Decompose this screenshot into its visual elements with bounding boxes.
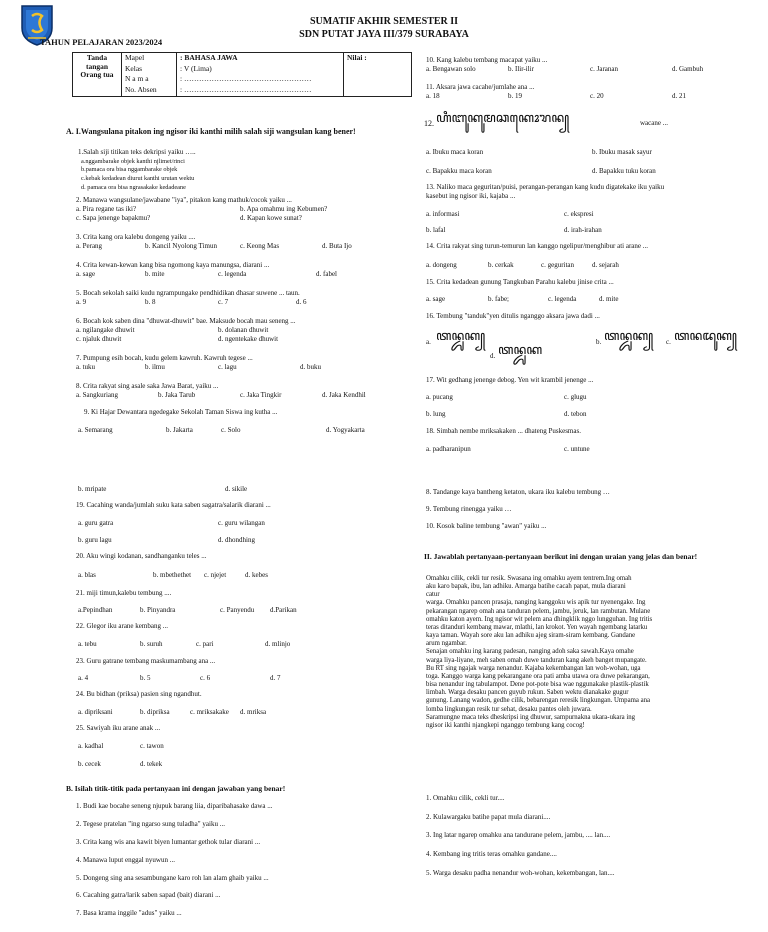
question-9: 9. Ki Hajar Dewantara ngedegake Sekolah Taman Siswa ing kutha ... xyxy=(84,408,278,416)
option-20a: a. blas xyxy=(78,571,96,579)
option-10b: b. Ilir-ilir xyxy=(508,65,534,73)
option-21d: d.Parikan xyxy=(270,606,297,614)
question-4: 4. Crita kewan-kewan kang bisa ngomong kaya manungsa, diarani ... xyxy=(76,261,270,269)
option-20b: b. mbethethet xyxy=(153,571,192,579)
option-21c: c. Panyendu xyxy=(220,606,255,614)
option-19b: b. guru lagu xyxy=(78,536,112,544)
option-16c-javanese: ꦠꦤꦢꦸꦏ꧀ xyxy=(674,329,738,344)
option-17a: a. pucang xyxy=(426,393,453,401)
option-3c: c. Keong Mas xyxy=(240,242,280,250)
option-2b: b. Apa omahmu ing Kebumen? xyxy=(240,205,328,213)
option-9a: a. Semarang xyxy=(78,426,113,434)
option-21b: b. Pinyandra xyxy=(140,606,176,614)
question-10: 10. Kang kalebu tembang macapat yaiku ... xyxy=(426,56,548,64)
option-19a: a. guru gatra xyxy=(78,519,114,527)
option-2c: c. Sapa jenenge bapakmu? xyxy=(76,214,151,222)
option-23b: b. 5 xyxy=(140,674,151,682)
question-20: 20. Aku wingi kodanan, sandhanganku teles ... xyxy=(76,552,207,560)
option-16d-label: d. xyxy=(490,352,496,360)
option-16b-label: b. xyxy=(596,338,602,346)
label-kelas: Kelas xyxy=(122,64,177,75)
option-24d: d. mriksa xyxy=(240,708,267,716)
exam-title: SUMATIF AKHIR SEMESTER II xyxy=(309,16,459,27)
option-4c: c. legenda xyxy=(218,270,247,278)
option-17b: b. lung xyxy=(426,410,446,418)
option-1b: b.pamaca ora bisa nggambarake objek xyxy=(81,166,178,173)
essay-question-4: 4. Kembang ing tritis teras omahku gandane.... xyxy=(426,850,557,858)
option-11d: d. 21 xyxy=(672,92,686,100)
question-5: 5. Bocah sekolah saiki kudu ngrampungake pendhidikan dhasar suwene ... taun. xyxy=(76,289,300,297)
question-11: 11. Aksara jawa cacahe/jumlahe ana ... xyxy=(426,83,535,91)
option-16a-label: a. xyxy=(426,338,431,346)
option-22d: d. mlinjo xyxy=(265,640,291,648)
option-24a: a. dipriksani xyxy=(78,708,113,716)
label-mapel: Mapel xyxy=(122,53,177,64)
option-11b: b. 19 xyxy=(508,92,522,100)
option-5a: a. 9 xyxy=(76,298,87,306)
option-25c: c. tawon xyxy=(140,742,164,750)
fill-question-5: 5. Dongeng sing ana sesambungane karo roh lan alam ghaib yaiku ... xyxy=(76,874,269,882)
question-12-number: 12. xyxy=(424,119,434,128)
option-14c: c. geguritan xyxy=(541,261,575,269)
option-18b: b. mripate xyxy=(78,485,107,493)
option-22b: b. suruh xyxy=(140,640,163,648)
option-16b-javanese: ꦠꦤ꧀ꦢꦸꦏ꧀ xyxy=(604,329,654,344)
option-12d: d. Bapakku tuku koran xyxy=(592,167,656,175)
passage-line: Senajan omahku ing karang padesan, nanging adoh saka sawah.Kaya omahe xyxy=(426,648,634,656)
question-17: 17. Wit gedhang jenenge debog. Yen wit krambil jenenge ... xyxy=(426,376,594,384)
question-12-javanese-text: ꦲꦶꦧꦸꦏꦸꦩꦕꦏꦺꦴꦫꦤ꧀ xyxy=(436,111,570,126)
option-1a: a.nggambarake objek kanthi njlimet/rinci xyxy=(81,158,185,165)
option-13d: d. irah-irahan xyxy=(564,226,602,234)
passage-line: kaya taman. Wayah sore aku lan adhiku ajeg siram-siram kembang. Gandane xyxy=(426,632,636,640)
question-7: 7. Pumpung esih bocah, kudu gelem kawruh. Kawruh tegese ... xyxy=(76,354,253,362)
fill-question-3: 3. Crita kang wis ana kawit biyen lumantar gethok tular diarani ... xyxy=(76,838,261,846)
value-kelas: : V (Lima) xyxy=(177,64,344,75)
option-6d: d. ngentekake dhuwit xyxy=(218,335,279,343)
question-18: 18. Simbah nembe mriksakaken ... dhateng Puskesmas. xyxy=(426,427,581,435)
question-16: 16. Tembung "tanduk"yen ditulis nganggo aksara jawa dadi ... xyxy=(426,312,600,320)
parent-signature-cell: Tanda tangan Orang tua xyxy=(73,53,122,97)
question-22: 22. Glegor iku arane kembang ... xyxy=(76,622,168,630)
option-13a: a. informasi xyxy=(426,210,460,218)
value-absen: : …………………………………………… xyxy=(177,85,344,96)
option-5c: c. 7 xyxy=(218,298,229,306)
option-14b: b. cerkak xyxy=(488,261,514,269)
option-22a: a. tebu xyxy=(78,640,97,648)
question-3: 3. Crita kang ora kalebu dongeng yaiku .... xyxy=(76,233,196,241)
option-12b: b. Ibuku masak sayur xyxy=(592,148,652,156)
option-16c-label: c. xyxy=(666,338,671,346)
option-18a: a. padharanipun xyxy=(426,445,471,453)
option-18c: c. untune xyxy=(564,445,590,453)
option-25d: d. tekek xyxy=(140,760,163,768)
option-19d: d. dhondhing xyxy=(218,536,255,544)
option-1c: c.kebak kedadean diurut kanthi urutan wektu xyxy=(81,175,195,182)
question-2: 2. Manawa wangsulane/jawabane "iya", pitakon kang mathuk/cocok yaiku ... xyxy=(76,196,292,204)
question-6: 6. Bocah kok saben dina "dhuwat-dhuwit" bae. Maksude bocah mau seneng ... xyxy=(76,317,296,325)
option-24c: c. mriksakake xyxy=(190,708,229,716)
option-25a: a. kadhal xyxy=(78,742,104,750)
option-5b: b. 8 xyxy=(145,298,156,306)
passage-line: omahku katon ayem. Ing ngisor wit pelem ana dhingklik nggo lungguhan. Ing tritis xyxy=(426,615,653,623)
passage-line: warga liya-liyane, meh saben omah duwe tanduran kang akeh banget mupangate. xyxy=(426,656,647,664)
option-3a: a. Perang xyxy=(76,242,103,250)
fill-question-9: 9. Tembung rinengga yaiku … xyxy=(426,505,512,513)
option-15a: a. sage xyxy=(426,295,446,303)
option-9c: c. Solo xyxy=(221,426,241,434)
option-7c: c. lagu xyxy=(218,363,237,371)
fill-question-2: 2. Tegese pratelan "ing ngarso sung tuladha" yaiku ... xyxy=(76,820,225,828)
passage-line: aku karo bapak, ibu, lan adhiku. Amarga batihe cacah papat, mula diarani xyxy=(426,583,626,591)
passage-line: gunung. Lanang wadon, gedhe cilik, bebarengan reresik lingkungan. Umpama ana xyxy=(426,697,651,705)
option-7d: d. buku xyxy=(300,363,321,371)
option-3b: b. Kancil Nyolong Timun xyxy=(145,242,217,250)
option-13c: c. ekspresi xyxy=(564,210,594,218)
question-8: 8. Crita rakyat sing asale saka Jawa Barat, yaiku ... xyxy=(76,382,219,390)
passage-line: toga. Kanggo warga kang pekarangane ora pati amba utawa ora duwe pekarangan, xyxy=(426,672,650,680)
option-18d: d. sikile xyxy=(225,485,248,493)
option-10a: a. Bengawan solo xyxy=(426,65,476,73)
section-c-heading: II. Jawablah pertanyaan-pertanyaan berikut ini dengan uraian yang jelas dan benar! xyxy=(424,552,698,561)
section-a-heading: A. I.Wangsulana pitakon ing ngisor iki kanthi milih salah siji wangsulan kang bener! xyxy=(66,127,356,136)
question-12-prompt: wacane ... xyxy=(640,119,668,127)
option-9d: d. Yogyakarta xyxy=(326,426,365,434)
option-4a: a. sage xyxy=(76,270,96,278)
option-6b: b. dolanan dhuwit xyxy=(218,326,269,334)
option-7b: b. ilmu xyxy=(145,363,165,371)
essay-question-3: 3. Ing latar ngarep omahku ana tandurane pelem, jambu, .... lan.... xyxy=(426,831,611,839)
option-14d: d. sejarah xyxy=(592,261,619,269)
option-5d: d. 6 xyxy=(296,298,307,306)
value-mapel: : BAHASA JAWA xyxy=(177,53,344,64)
option-7a: a. tuku xyxy=(76,363,96,371)
option-10d: d. Gambuh xyxy=(672,65,704,73)
essay-question-1: 1. Omahku cilik, cekli tur.... xyxy=(426,794,505,802)
question-14: 14. Crita rakyat sing turun-temurun lan kanggo ngelipur/menghibur ati arane ... xyxy=(426,242,648,250)
option-6a: a. ngilangake dhuwit xyxy=(76,326,135,334)
option-9b: b. Jakarta xyxy=(166,426,193,434)
question-25: 25. Sawiyah iku arane anak ... xyxy=(76,724,161,732)
option-23d: d. 7 xyxy=(270,674,281,682)
question-13: 13. Naliko maca geguritan/puisi, perangan-perangan kang kudu digatekake iku yaiku xyxy=(426,183,665,191)
passage-line: lomba lingkungan resik tur sehat, desaku pantes oleh juwara. xyxy=(426,705,592,713)
option-8d: d. Jaka Kendhil xyxy=(322,391,366,399)
fill-question-7: 7. Basa krama inggile "adus" yaiku ... xyxy=(76,909,182,917)
passage-line: bisa nenandur ing tabulampot. Dene pot-pote bisa wae nggunakake plastik-plastik xyxy=(426,681,649,689)
score-cell: Nilai : xyxy=(344,53,412,97)
option-20d: d. kebes xyxy=(245,571,268,579)
option-12c: c. Bapakku maca koran xyxy=(426,167,492,175)
option-15d: d. mite xyxy=(599,295,619,303)
label-nama: N a m a xyxy=(122,74,177,85)
passage-line: Bu RT sing ngajak warga nenandur. Kajaba kekembangan lan woh-wohan, uga xyxy=(426,664,641,672)
label-absen: No. Absen xyxy=(122,85,177,96)
fill-question-4: 4. Manawa luput enggal nyuwun ... xyxy=(76,856,175,864)
option-13b: b. lafal xyxy=(426,226,446,234)
option-22c: c. pari xyxy=(196,640,214,648)
option-16d-javanese: ꦠꦤ꧀ꦢꦸꦏ xyxy=(498,343,543,358)
option-17c: c. glugu xyxy=(564,393,587,401)
option-1d: d. pamaca ora bisa ngrasakake kedadeane xyxy=(81,184,186,191)
passage-line: ngisor iki kanthi njangkepi nganggo tembung kang cocog! xyxy=(426,721,585,729)
fill-question-8: 8. Tandange kaya bantheng ketaton, ukara iku kalebu tembung … xyxy=(426,488,610,496)
passage-line: arum ngambar. xyxy=(426,640,467,648)
passage-line: teras ditanduri kembang mawar, mlathi, lan krokot. Yen wayah ngembang latarku xyxy=(426,623,648,631)
option-12a: a. Ibuku maca koran xyxy=(426,148,484,156)
option-15b: b. fabe; xyxy=(488,295,509,303)
option-15c: c. legenda xyxy=(548,295,577,303)
option-8c: c. Jaka Tingkir xyxy=(240,391,282,399)
option-11a: a. 18 xyxy=(426,92,440,100)
option-4d: d. fabel xyxy=(316,270,337,278)
option-14a: a. dongeng xyxy=(426,261,457,269)
option-2a: a. Pira regane tas iki? xyxy=(76,205,137,213)
question-23: 23. Guru gatrane tembang maskumambang ana ... xyxy=(76,657,216,665)
question-21: 21. miji timun,kalebu tembung .... xyxy=(76,589,172,597)
question-1: 1.Salah siji titikan teks dekripsi yaiku ….. xyxy=(78,148,196,156)
option-20c: c. njejet xyxy=(204,571,227,579)
academic-year: TAHUN PELAJARAN 2023/2024 xyxy=(40,37,163,47)
passage-line: limbah. Warga desaku pancen guyub rukun. Saben wektu dianakake gugur xyxy=(426,689,629,697)
option-11c: c. 20 xyxy=(590,92,604,100)
passage-line: warga. Omahku pancen prasaja, nanging kanggoku wis apik tur nyenengake. Ing xyxy=(426,599,646,607)
essay-question-5: 5. Warga desaku padha nenandur woh-wohan, kekembangan, lan.... xyxy=(426,869,615,877)
fill-question-6: 6. Cacahing gatra/larik saben sapad (bait) diarani ... xyxy=(76,891,221,899)
passage-line: Omahku cilik, cekli tur resik. Swasana ing omahku ayem tentrem.Ing omah xyxy=(426,575,632,582)
essay-question-2: 2. Kulawargaku batihe papat mula diarani.... xyxy=(426,813,551,821)
option-16a-javanese: ꦠꦤ꧀ꦢꦸꦏ꧀ xyxy=(436,329,486,344)
passage-line: catur xyxy=(426,591,440,599)
option-6c: c. njaluk dhuwit xyxy=(76,335,122,343)
section-b-heading: B. Isilah titik-titik pada pertanyaan ini dengan jawaban yang benar! xyxy=(66,784,286,793)
option-21a: a.Pepindhan xyxy=(78,606,113,614)
fill-question-1: 1. Budi kae bocahe seneng njupuk barang liia, diparibahasake dawa ... xyxy=(76,802,273,810)
option-23c: c. 6 xyxy=(200,674,211,682)
question-13-cont: kasebut ing ngisor iki, kajaba ... xyxy=(426,192,516,200)
passage-line: Saramungne maca teks dheskripsi ing dhuwur, sampurnakna ukara-ukara ing xyxy=(426,713,636,721)
option-10c: c. Jaranan xyxy=(590,65,618,73)
student-info-table xyxy=(72,52,412,97)
option-2d: d. Kapan kowe sunat? xyxy=(240,214,302,222)
option-8b: b. Jaka Tarub xyxy=(158,391,196,399)
question-15: 15. Crita kedadean gunung Tangkuban Parahu kalebu jinise crita ... xyxy=(426,278,614,286)
school-name: SDN PUTAT JAYA III/379 SURABAYA xyxy=(299,29,469,40)
question-19: 19. Cacahing wanda/jumlah suku kata saben sagatra/salarik diarani ... xyxy=(76,501,271,509)
passage-line: pekarangan ngarep omah ana tanduran pelem, jambu, jeruk, lan rambutan. Mulane xyxy=(426,607,651,615)
option-25b: b. cecek xyxy=(78,760,101,768)
value-nama: : …………………………………………… xyxy=(177,74,344,85)
option-23a: a. 4 xyxy=(78,674,89,682)
option-24b: b. dipriksa xyxy=(140,708,170,716)
option-17d: d. tebon xyxy=(564,410,587,418)
reading-passage xyxy=(426,575,744,730)
fill-question-10: 10. Kosok baline tembung "awan" yaiku ... xyxy=(426,522,547,530)
option-4b: b. mite xyxy=(145,270,165,278)
option-3d: d. Buta Ijo xyxy=(322,242,352,250)
option-8a: a. Sangkuriang xyxy=(76,391,118,399)
option-19c: c. guru wilangan xyxy=(218,519,265,527)
question-24: 24. Bu bidhan (priksa) pasien sing ngandhut. xyxy=(76,690,202,698)
